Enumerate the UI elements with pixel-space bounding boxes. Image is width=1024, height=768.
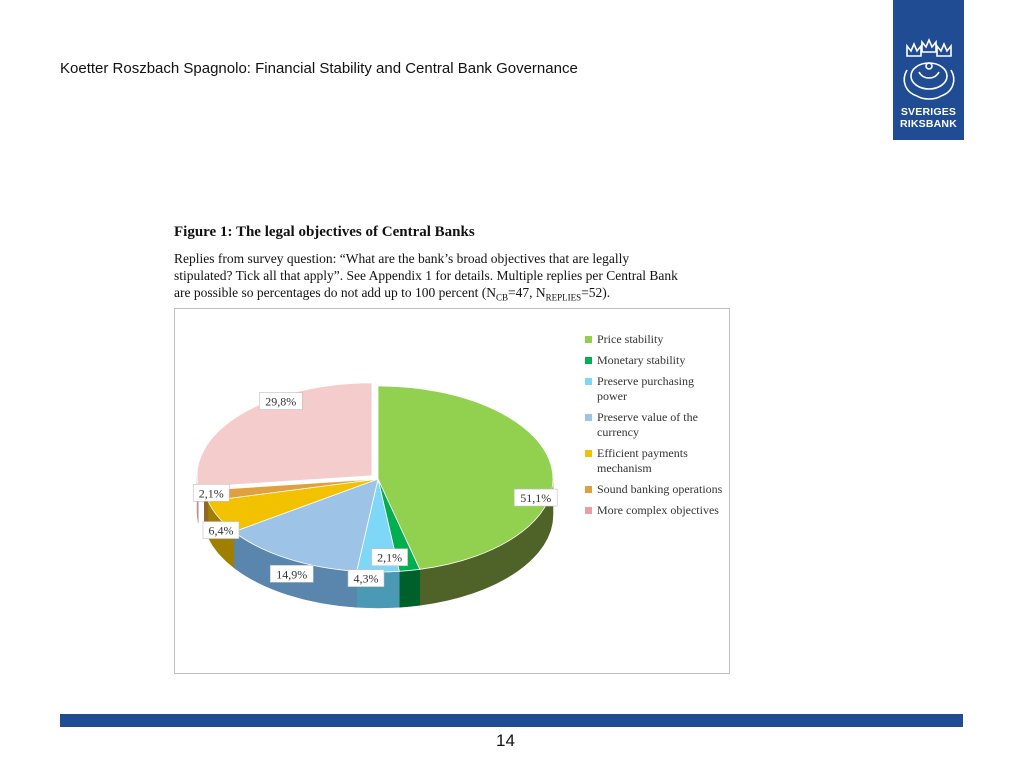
legend-swatch	[585, 486, 592, 493]
page-number: 14	[496, 731, 515, 750]
data-label: 6,4%	[208, 523, 234, 538]
caption-line-2: stipulated? Tick all that apply”. See Appendix 1 for details. Multiple replies per Central Bank	[174, 268, 678, 283]
legend-swatch	[585, 450, 592, 457]
legend-label: Efficient payments mechanism	[597, 446, 688, 475]
caption-line-3-b: =47, N	[508, 285, 546, 300]
legend-label: Monetary stability	[597, 353, 686, 367]
legend-swatch	[585, 336, 592, 343]
legend-label: Preserve purchasing power	[597, 374, 694, 403]
caption-line-3-a: are possible so percentages do not add up to 100 percent (N	[174, 285, 497, 300]
data-label: 29,8%	[265, 394, 297, 409]
legend-item	[585, 482, 725, 497]
pie-side-1	[399, 569, 420, 607]
data-label: 2,1%	[377, 550, 403, 565]
legend-label: More complex objectives	[597, 503, 719, 517]
legend-item	[585, 332, 725, 347]
presentation-title: Koetter Roszbach Spagnolo: Financial Stability and Central Bank Governance	[60, 60, 578, 77]
legend-swatch	[585, 414, 592, 421]
figure-caption	[174, 250, 734, 307]
caption-line-3	[174, 284, 734, 307]
footer-bar	[60, 714, 963, 727]
data-label: 2,1%	[198, 486, 224, 501]
legend-item	[585, 374, 725, 404]
crown-crest-icon	[893, 0, 964, 106]
legend-item	[585, 353, 725, 368]
logo-line-2: RIKSBANK	[899, 118, 958, 130]
legend-label: Price stability	[597, 332, 664, 346]
legend-item	[585, 410, 725, 440]
legend-item	[585, 446, 725, 476]
legend-label: Sound banking operations	[597, 482, 723, 496]
legend-swatch	[585, 357, 592, 364]
legend-swatch	[585, 507, 592, 514]
caption-sub-cb: CB	[496, 292, 509, 303]
caption-line-3-c: =52).	[581, 285, 611, 300]
data-label: 4,3%	[353, 571, 379, 586]
caption-sub-replies: REPLIES	[545, 292, 582, 303]
logo-line-1: SVERIGES	[900, 106, 957, 118]
legend-swatch	[585, 378, 592, 385]
data-label: 51,1%	[520, 491, 552, 506]
data-label: 14,9%	[276, 567, 308, 582]
chart-legend	[585, 332, 725, 524]
legend-label: Preserve value of the currency	[597, 410, 698, 439]
legend-item	[585, 503, 725, 518]
figure-title: Figure 1: The legal objectives of Central Banks	[174, 224, 475, 240]
riksbank-logo	[893, 0, 964, 140]
caption-line-1: Replies from survey question: “What are the bank’s broad objectives that are legally	[174, 251, 630, 266]
